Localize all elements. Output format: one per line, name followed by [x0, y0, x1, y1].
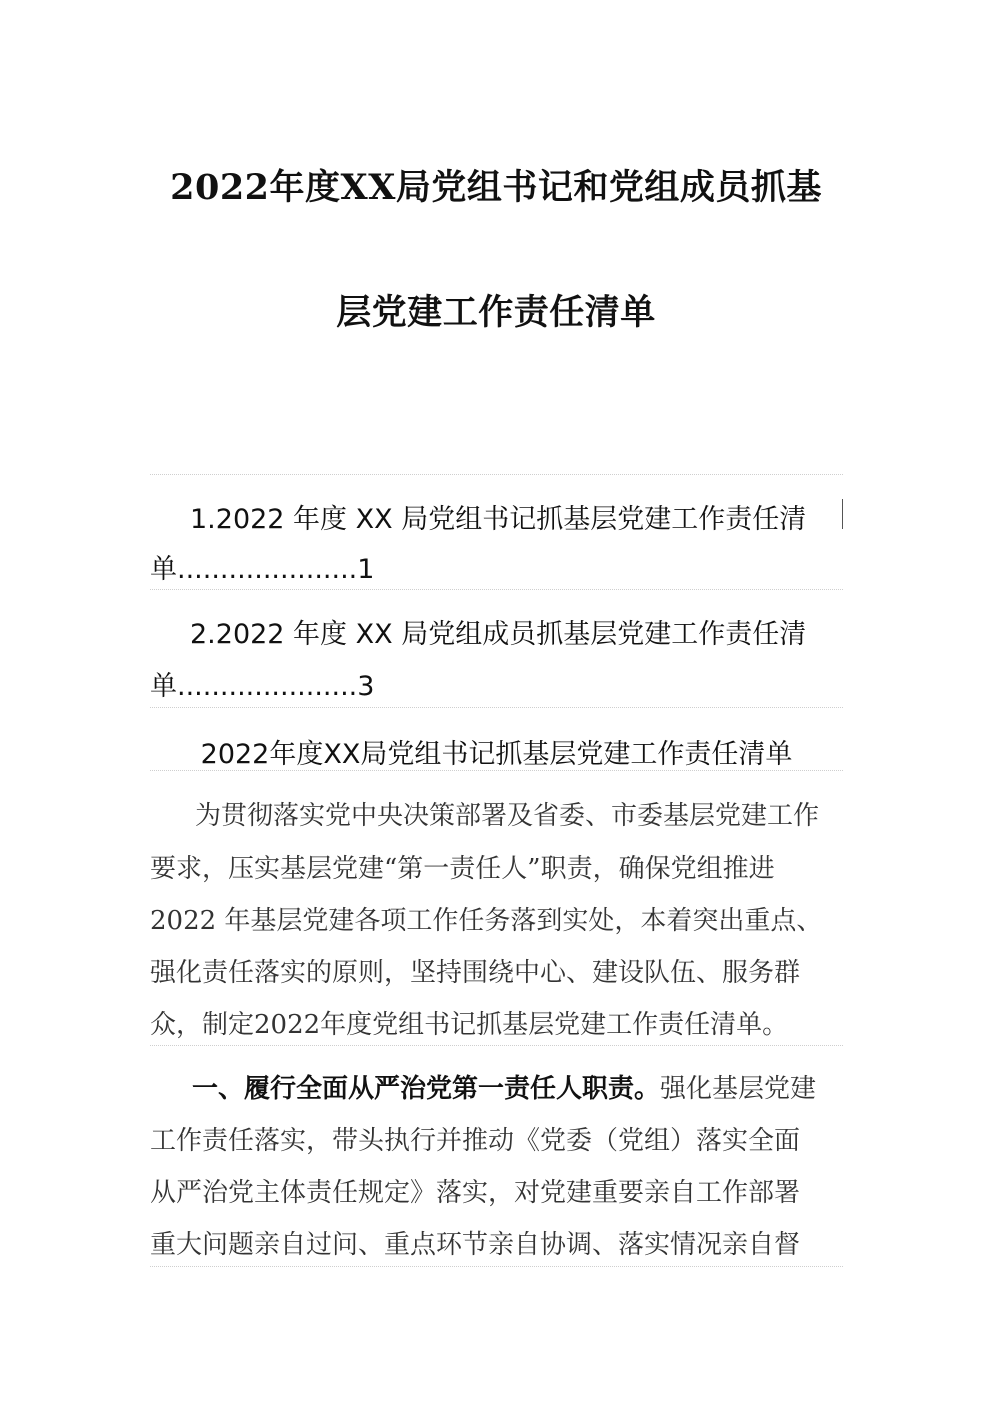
divider: [150, 707, 843, 708]
divider: [150, 1045, 843, 1046]
intro-line-4: 强化责任落实的原则，坚持围绕中心、建设队伍、服务群: [150, 958, 801, 988]
point1-line-1: [150, 1068, 840, 1105]
document-title-line-2: 层党建工作责任清单: [336, 292, 656, 333]
point1-line-3: 从严治党主体责任规定》落实，对党建重要亲自工作部署: [150, 1178, 801, 1208]
toc-entry-1[interactable]: [150, 474, 843, 590]
toc-entry-1-line-1: 1.2022 年度 XX 局党组书记抓基层党建工作责任清: [190, 504, 807, 535]
divider: [150, 1266, 843, 1267]
point1-heading: 一、履行全面从严治党第一责任人职责。: [192, 1074, 661, 1104]
text-cursor-bar: [842, 499, 843, 529]
divider: [150, 770, 843, 771]
intro-line-1: 为贯彻落实党中央决策部署及省委、市委基层党建工作: [195, 801, 820, 831]
toc-entry-2-line-2: 单.....................3: [150, 671, 375, 702]
point1-line-1-rest: 强化基层党建: [660, 1074, 817, 1104]
toc-entry-2-line-1: 2.2022 年度 XX 局党组成员抓基层党建工作责任清: [190, 619, 807, 650]
toc-entry-1-line-2: 单.....................1: [150, 554, 375, 585]
intro-line-5: 众，制定2022年度党组书记抓基层党建工作责任清单。: [150, 1010, 789, 1040]
point1-line-2: 工作责任落实，带头执行并推动《党委（党组）落实全面: [150, 1126, 801, 1156]
intro-line-3: 2022 年基层党建各项工作任务落到实处，本着突出重点、: [150, 906, 823, 936]
section-title: 2022年度XX局党组书记抓基层党建工作责任清单: [200, 739, 793, 770]
toc-entry-2[interactable]: [150, 589, 843, 708]
document-title-line-1: 2022年度XX局党组书记和党组成员抓基: [170, 167, 822, 208]
intro-line-2: 要求，压实基层党建“第一责任人”职责，确保党组推进: [150, 854, 775, 884]
point1-line-4: 重大问题亲自过问、重点环节亲自协调、落实情况亲自督: [150, 1230, 801, 1260]
